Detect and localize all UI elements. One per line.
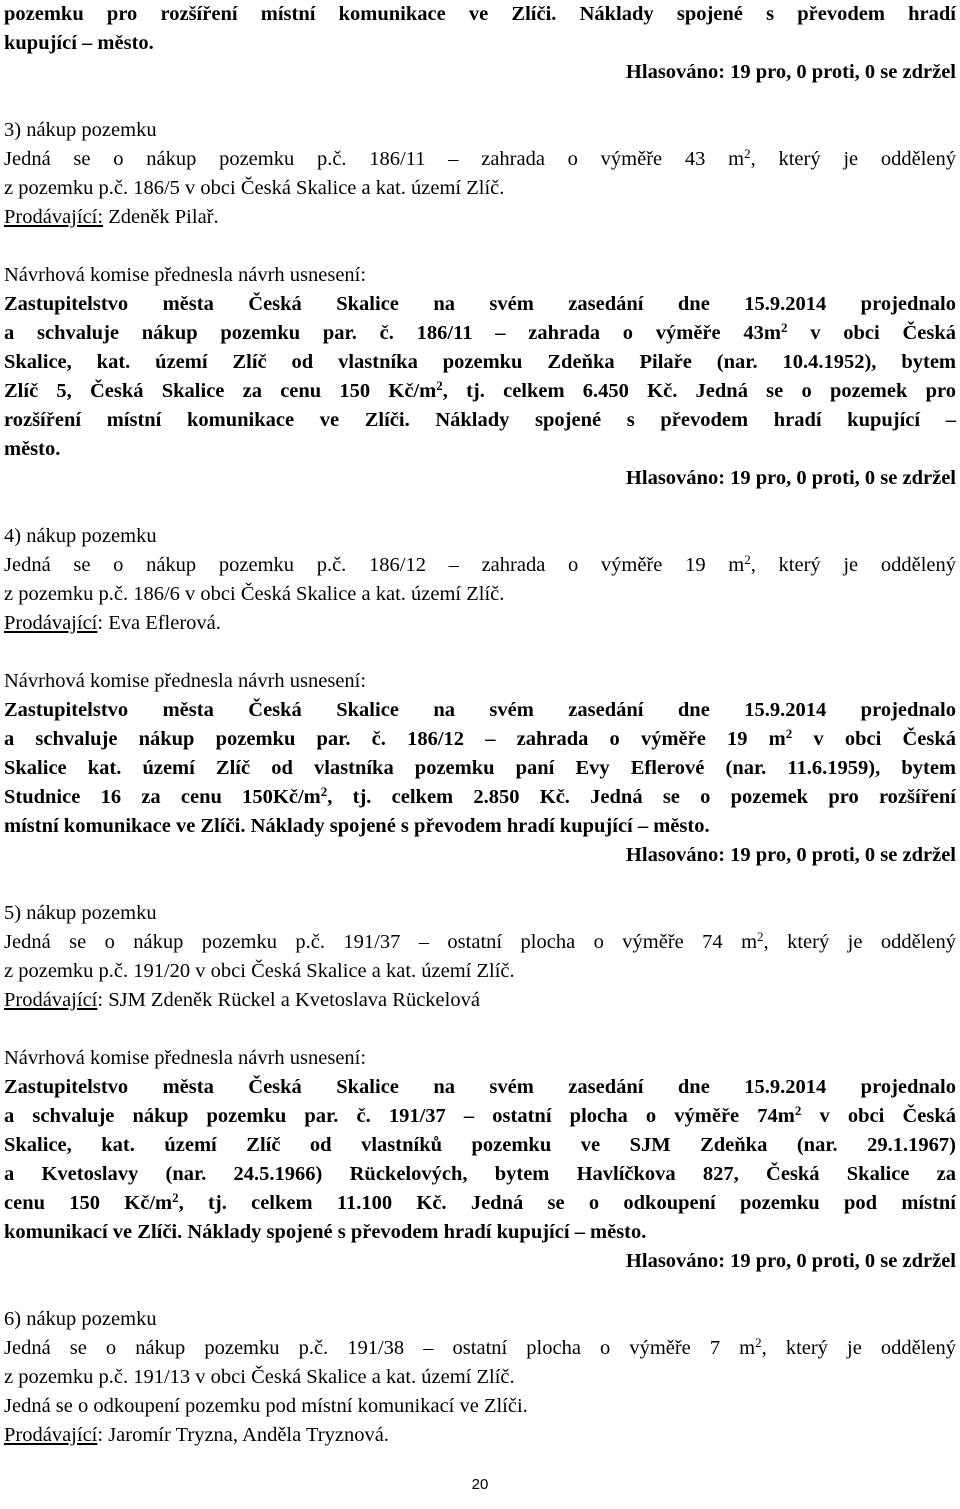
item-title: nákup pozemku: [21, 119, 157, 141]
resolution-line: komunikací ve Zlíči. Náklady spojené s převodem hradí kupující – město.: [4, 1221, 647, 1243]
resolution-line: rozšíření místní komunikace ve Zlíči. Náklady spojené s převodem hradí kupující –: [4, 409, 956, 431]
resolution-line: místní komunikace ve Zlíči. Náklady spojené s převodem hradí kupující – město.: [4, 815, 710, 837]
seller-line: [4, 203, 956, 232]
seller-line: [4, 609, 956, 638]
proposal-intro: Návrhová komise přednesla návrh usnesení:: [4, 264, 367, 286]
resolution-line: Zlíč 5, Česká Skalice za cenu 150 $Kč/m^2$, tj. celkem 6.450 Kč. Jedná se o pozemek pro: [4, 378, 956, 402]
seller-name: : Eva Eflerová.: [97, 612, 221, 634]
resolution-line: Skalice, kat. území Zlíč od vlastníka pozemku Zdeňka Pilaře (nar. 10.4.1952), bytem: [4, 351, 956, 373]
item-description: z pozemku p.č. 191/20 v obci Česká Skalice a kat. území Zlíč.: [4, 960, 515, 982]
item-heading: [4, 116, 956, 145]
resolution-line: cenu 150 $Kč/m^2$, tj. celkem 11.100 Kč. Jedná se o odkoupení pozemku pod místní: [4, 1190, 956, 1214]
document-page: [4, 0, 956, 1450]
seller-name: Zdeněk Pilař.: [103, 206, 219, 228]
resolution-line: Skalice, kat. území Zlíč od vlastníků pozemku ve SJM Zdeňka (nar. 29.1.1967): [4, 1134, 956, 1156]
resolution-line: Skalice kat. území Zlíč od vlastníka pozemku paní Evy Eflerové (nar. 11.6.1959), bytem: [4, 757, 956, 779]
vote-result: Hlasováno: 19 pro, 0 proti, 0 se zdržel: [625, 844, 956, 866]
seller-label: Prodávající:: [4, 206, 104, 228]
seller-line: [4, 986, 956, 1015]
intro-line: pozemku pro rozšíření místní komunikace ve Zlíči. Náklady spojené s převodem hradí: [4, 3, 956, 25]
item-description: Jedná se o nákup pozemku p.č. 186/12 – zahrada o výměře 19 $m^2$, který je oddělený: [4, 552, 956, 576]
item-title: nákup pozemku: [21, 902, 157, 924]
item-description: z pozemku p.č. 186/5 v obci Česká Skalice a kat. území Zlíč.: [4, 177, 505, 199]
item-heading: [4, 899, 956, 928]
resolution-line: a Kvetoslavy (nar. 24.5.1966) Rückelových, bytem Havlíčkova 827, Česká Skalice za: [4, 1163, 956, 1185]
seller-name: : Jaromír Tryzna, Anděla Tryznová.: [97, 1424, 389, 1446]
item-number: 4): [4, 525, 22, 547]
page-number: 20: [471, 1476, 489, 1493]
resolution-line: Zastupitelstvo města Česká Skalice na svém zasedání dne 15.9.2014 projednalo: [4, 699, 956, 721]
vote-result: Hlasováno: 19 pro, 0 proti, 0 se zdržel: [625, 61, 956, 83]
seller-name: : SJM Zdeněk Rückel a Kvetoslava Rückelová: [97, 989, 480, 1011]
item-heading: [4, 1305, 956, 1334]
item-description: z pozemku p.č. 186/6 v obci Česká Skalice a kat. území Zlíč.: [4, 583, 505, 605]
item-number: 6): [4, 1308, 22, 1330]
resolution-line: a schvaluje nákup pozemku par. č. 186/12 – zahrada o výměře 19 $m^2$ v obci Česká: [4, 726, 956, 750]
seller-label: Prodávající: [4, 1424, 98, 1446]
item-description: Jedná se o nákup pozemku p.č. 191/38 – ostatní plocha o výměře 7 $m^2$, který je oddělený: [4, 1335, 957, 1359]
resolution-line: a schvaluje nákup pozemku par. č. 186/11 – zahrada o výměře $43m^2$ v obci Česká: [4, 320, 956, 344]
item-description: Jedná se o nákup pozemku p.č. 186/11 – zahrada o výměře 43 $m^2$, který je oddělený: [4, 146, 957, 170]
resolution-line: Zastupitelstvo města Česká Skalice na svém zasedání dne 15.9.2014 projednalo: [4, 1076, 956, 1098]
item-title: nákup pozemku: [21, 525, 157, 547]
vote-result: Hlasováno: 19 pro, 0 proti, 0 se zdržel: [625, 467, 956, 489]
item-number: 5): [4, 902, 22, 924]
item-title: nákup pozemku: [21, 1308, 157, 1330]
proposal-intro: Návrhová komise přednesla návrh usnesení:: [4, 670, 367, 692]
resolution-line: Zastupitelstvo města Česká Skalice na svém zasedání dne 15.9.2014 projednalo: [4, 293, 956, 315]
intro-line: kupující – město.: [4, 32, 154, 54]
item-number: 3): [4, 119, 22, 141]
vote-result: Hlasováno: 19 pro, 0 proti, 0 se zdržel: [625, 1250, 956, 1272]
item-description: z pozemku p.č. 191/13 v obci Česká Skalice a kat. území Zlíč.: [4, 1366, 515, 1388]
item-description: Jedná se o odkoupení pozemku pod místní komunikací ve Zlíči.: [4, 1395, 528, 1417]
seller-label: Prodávající: [4, 612, 98, 634]
seller-line: [4, 1421, 956, 1450]
seller-label: Prodávající: [4, 989, 98, 1011]
item-description: Jedná se o nákup pozemku p.č. 191/37 – ostatní plocha o výměře 74 $m^2$, který je oddělený: [4, 929, 957, 953]
item-heading: [4, 522, 956, 551]
resolution-line: město.: [4, 438, 61, 460]
resolution-line: Studnice 16 za cenu $150Kč/m^2$, tj. celkem 2.850 Kč. Jedná se o pozemek pro rozšíření: [4, 784, 956, 808]
resolution-line: a schvaluje nákup pozemku par. č. 191/37 – ostatní plocha o výměře $74m^2$ v obci Česká: [4, 1103, 956, 1127]
proposal-intro: Návrhová komise přednesla návrh usnesení:: [4, 1047, 367, 1069]
